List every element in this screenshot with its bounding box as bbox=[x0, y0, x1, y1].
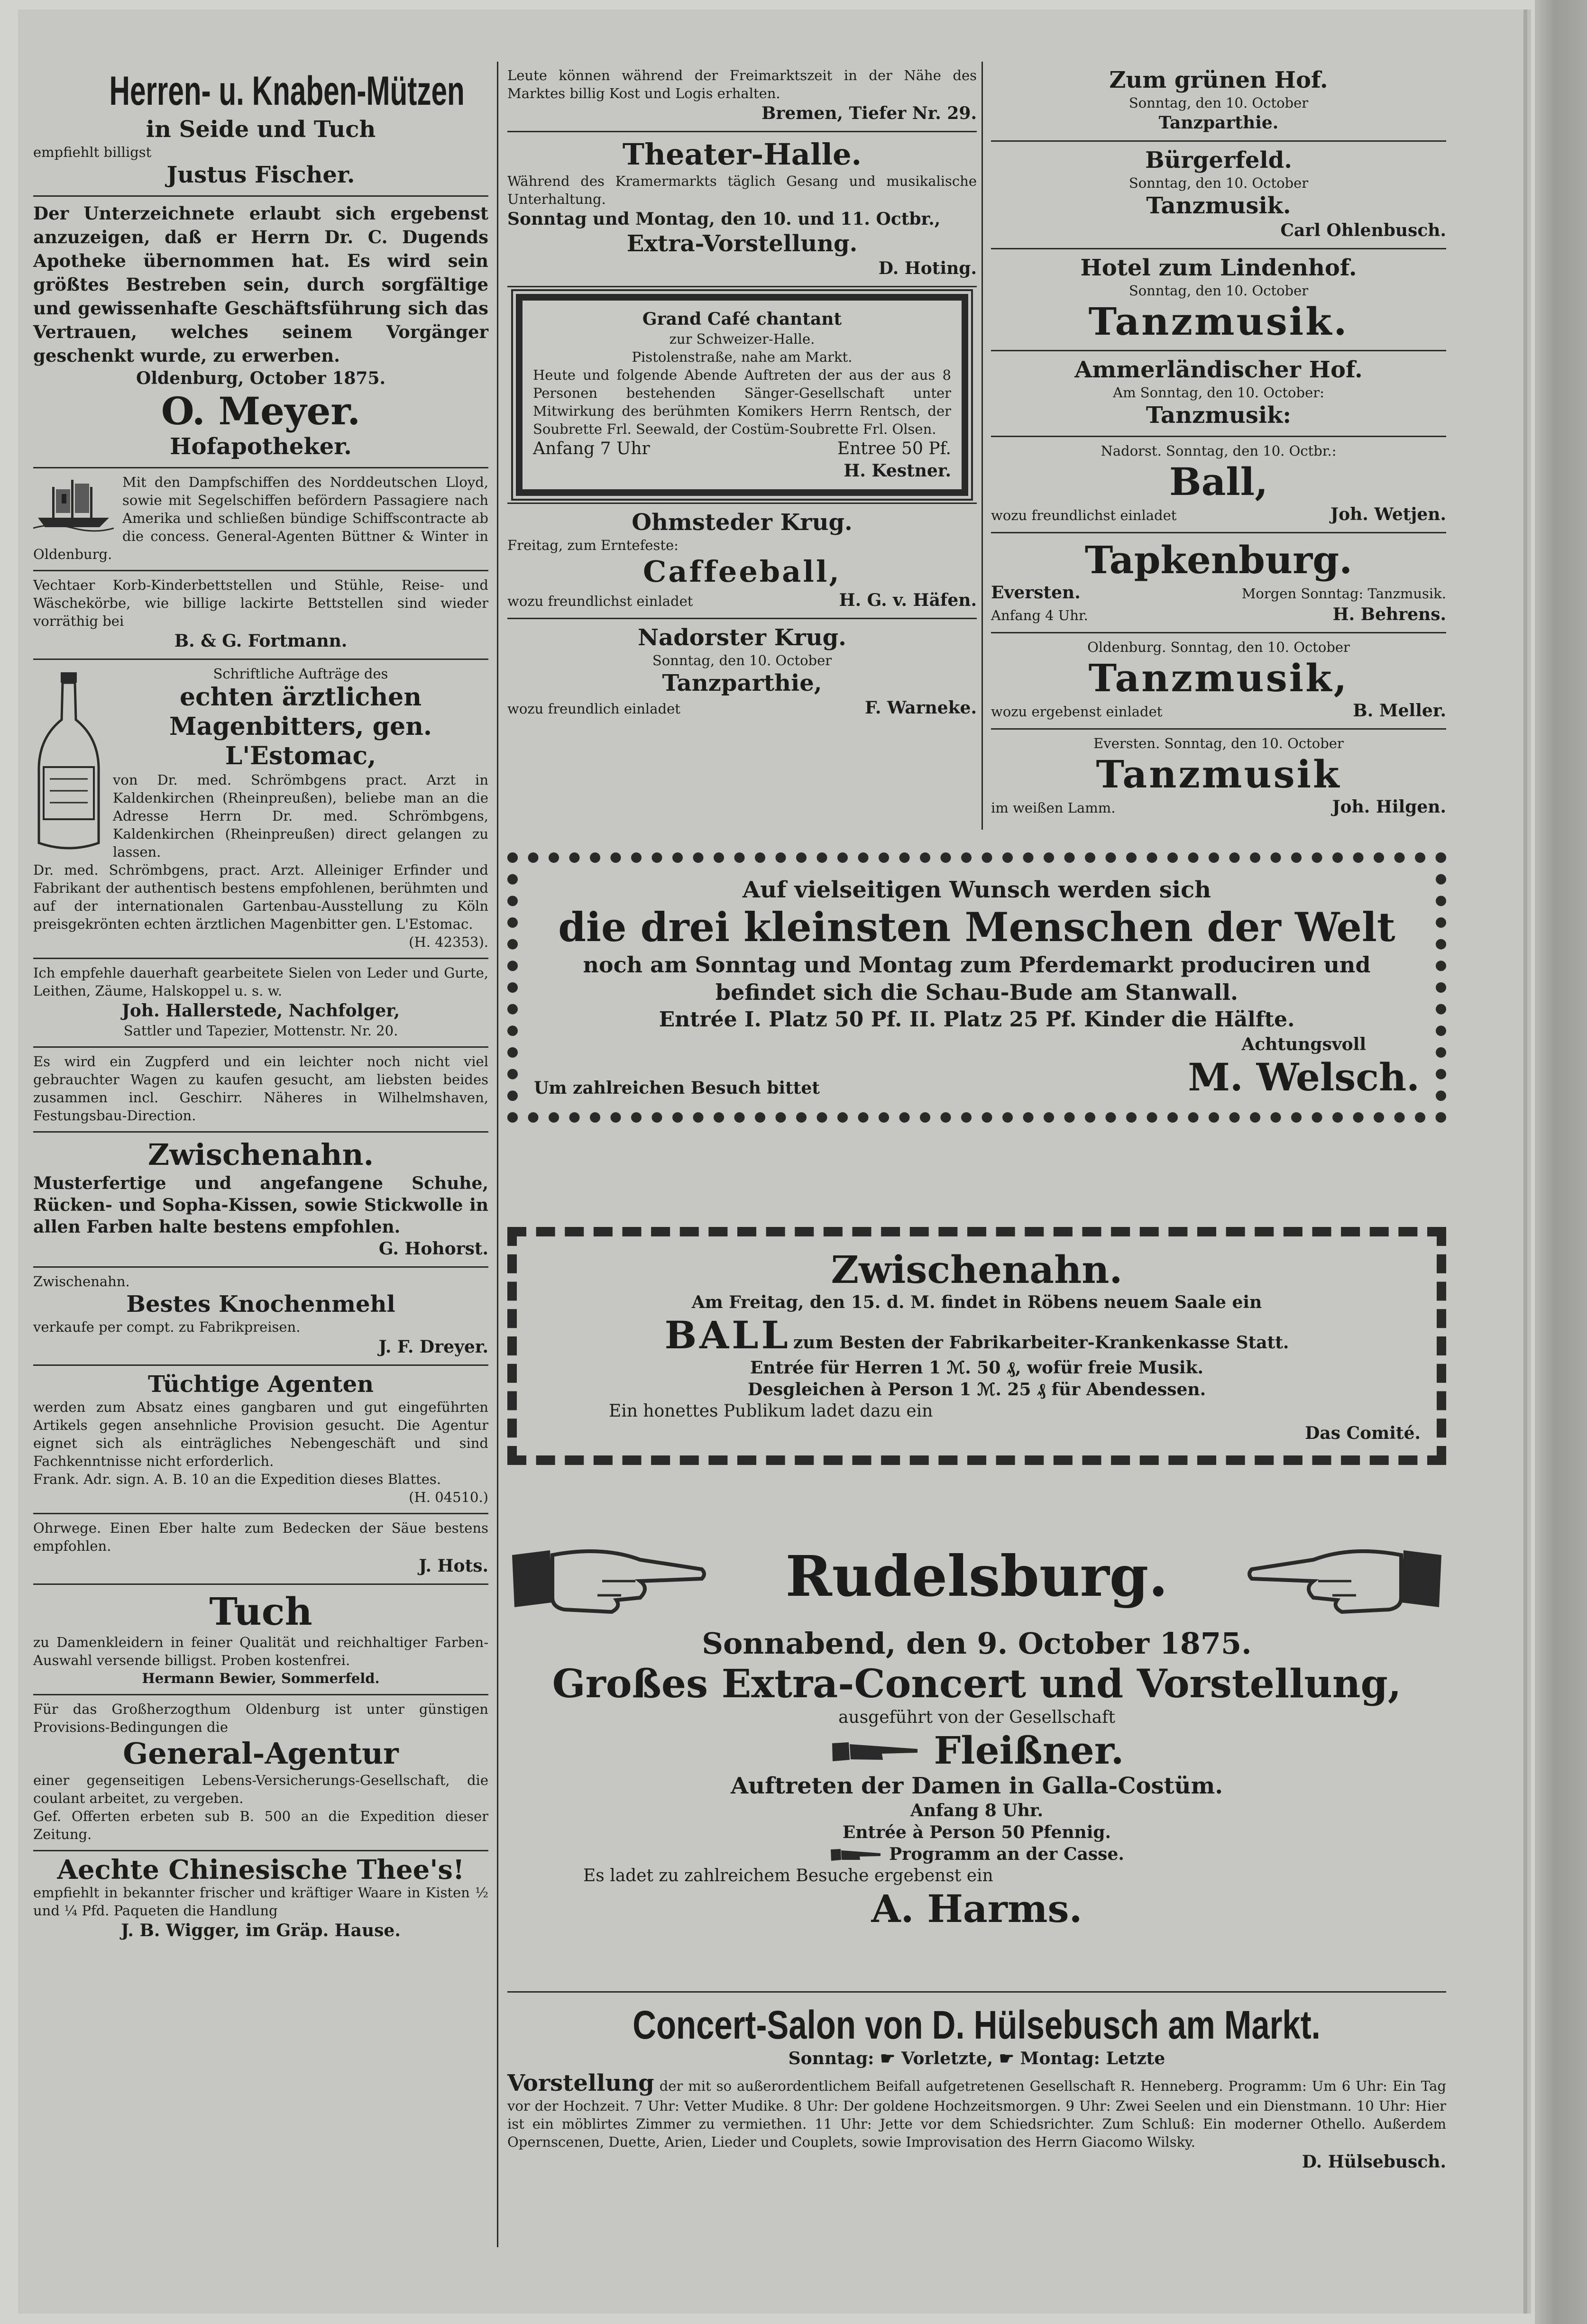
ad-advertiser: G. Hohorst. bbox=[378, 1239, 488, 1259]
ad-text: Sattler und Tapezier, Mottenstr. Nr. 20. bbox=[123, 1023, 398, 1039]
ad-title: Tanzmusik, bbox=[1088, 656, 1349, 700]
ad-lindenhof bbox=[991, 249, 1446, 351]
ad-muetzen bbox=[33, 62, 488, 197]
ad-kost-logis bbox=[507, 62, 977, 132]
ad-advertiser: Das Comité. bbox=[1305, 1423, 1421, 1443]
ad-advertiser: O. Meyer. bbox=[161, 389, 361, 433]
ad-advertiser: B. & G. Fortmann. bbox=[174, 631, 348, 651]
pointing-hand-icon bbox=[830, 1734, 920, 1767]
ad-advertiser: B. Meller. bbox=[1353, 701, 1446, 721]
ad-title: Tanzmusik. bbox=[1088, 299, 1349, 344]
ad-advertiser: D. Hoting. bbox=[878, 258, 977, 278]
ad-title: Herren- u. Knaben-Mützen bbox=[109, 68, 465, 114]
ad-text: Gef. Offerten erbeten sub B. 500 an die Expedition dieser Zeitung. bbox=[33, 1808, 488, 1842]
ad-subtitle: in Seide und Tuch bbox=[146, 116, 376, 143]
ad-advertiser: H. G. v. Häfen. bbox=[839, 590, 977, 610]
ad-text: Montag: Letzte bbox=[1020, 2049, 1165, 2068]
ad-text: Morgen Sonntag: Tanzmusik. bbox=[1241, 586, 1446, 602]
ad-entry-price: Entrée I. Platz 50 Pf. II. Platz 25 Pf. Kinder die Hälfte. bbox=[659, 1007, 1295, 1032]
ad-title: Tanzparthie. bbox=[1158, 113, 1279, 133]
ad-tapkenburg bbox=[991, 533, 1446, 633]
column-right bbox=[991, 62, 1446, 824]
ad-text: Nadorst. Sonntag, den 10. Octbr.: bbox=[1101, 443, 1337, 459]
ad-text: Sonntag, den 10. October bbox=[1128, 283, 1309, 299]
ad-text: noch am Sonntag und Montag zum Pferdemarkt produciren und befindet sich die Schau-Bude am Stanwall. bbox=[583, 952, 1371, 1005]
ad-theater-halle bbox=[507, 132, 977, 287]
ad-text: Vechtaer Korb-Kinderbettstellen und Stühle, Reise- und Wäschekörbe, wie billige lackirte Bettstellen sind wieder vorräthig bei bbox=[33, 577, 488, 629]
ad-start-time: Anfang 7 Uhr bbox=[533, 439, 650, 458]
ad-title: Großes Extra-Concert und Vorstellung, bbox=[552, 1661, 1402, 1707]
ad-rudelsburg bbox=[507, 1527, 1446, 1931]
ad-text: werden zum Absatz eines gangbaren und gut eingeführten Artikels gegen ansehnliche Provision gesucht. Die Agentur eignet sich als einträgliches Nebengeschäft und sind Fachkenntnisse nicht erforderlich. bbox=[33, 1399, 488, 1469]
ad-eber bbox=[33, 1514, 488, 1585]
ad-invite: im weißen Lamm. bbox=[991, 800, 1116, 816]
ad-start-time: Anfang 8 Uhr. bbox=[910, 1801, 1044, 1821]
ad-title: Tanzparthie, bbox=[662, 670, 822, 696]
pointing-hand-icon bbox=[829, 1845, 881, 1864]
ad-text: Für das Großherzogthum Oldenburg ist unter günstigen Provisions-Bedingungen die bbox=[33, 1701, 488, 1735]
ad-gruener-hof bbox=[991, 62, 1446, 142]
ad-advertiser: D. Hülsebusch. bbox=[1302, 2152, 1446, 2172]
bottle-icon bbox=[33, 668, 104, 852]
ad-text: Oldenburg. Sonntag, den 10. October bbox=[1087, 639, 1350, 655]
ad-nadorster-krug bbox=[507, 619, 977, 725]
ad-korbwaren bbox=[33, 571, 488, 660]
ad-advertiser: Joh. Hallerstede, Nachfolger, bbox=[121, 1001, 400, 1021]
ad-advertiser: M. Welsch. bbox=[1188, 1055, 1420, 1099]
ad-title: Rudelsburg. bbox=[785, 1543, 1168, 1609]
ad-text: Dr. med. Schrömbgens, pract. Arzt. Alleiniger Erfinder und Fabrikant der authentisch bestens empfohlenen, berühmten und auf der internationalen Gartenbau-Ausstellung zu Köln preisgekrönten echten ärztlichen Magenbitter gen. L'Estomac. bbox=[33, 862, 488, 932]
column-left bbox=[33, 62, 488, 1948]
ad-text: verkaufe per compt. zu Fabrikpreisen. bbox=[33, 1319, 301, 1335]
ad-text: Es ladet zu zahlreichem Besuche ergebenst ein bbox=[583, 1866, 993, 1885]
ad-title: Zum grünen Hof. bbox=[1109, 67, 1328, 93]
ad-text: Heute und folgende Abende Auftreten der aus der aus 8 Personen bestehenden Sänger-Gesellschaft unter Mitwirkung des berühmten Komikers Herrn Rentsch, der Soubrette Frl. Seewald, der Costüm-Soubrette Frl. Olsen. bbox=[533, 367, 951, 437]
ad-text: Um zahlreichen Besuch bittet bbox=[534, 1078, 820, 1098]
ad-title: Extra-Vorstellung. bbox=[626, 230, 858, 257]
ad-title: Hotel zum Lindenhof. bbox=[1080, 255, 1357, 281]
ad-text: Sonntag: bbox=[788, 2049, 874, 2068]
ad-role: Hofapotheker. bbox=[170, 433, 352, 460]
ad-reference: (H. 42353). bbox=[409, 934, 488, 950]
ad-text: Ohrwege. Einen Eber halte zum Bedecken der Säue bestens empfohlen. bbox=[33, 1520, 488, 1554]
pointing-hand-left-icon bbox=[1247, 1527, 1446, 1626]
ad-text: Ein honettes Publikum ladet dazu ein bbox=[609, 1401, 933, 1421]
ad-invite: wozu ergebenst einladet bbox=[991, 704, 1163, 720]
ad-text: ausgeführt von der Gesellschaft bbox=[838, 1708, 1115, 1727]
ad-title: Concert-Salon von D. Hülsebusch am Markt. bbox=[633, 2003, 1321, 2047]
ad-invite: wozu freundlichst einladet bbox=[507, 593, 693, 609]
ad-title: General-Agentur bbox=[123, 1736, 399, 1771]
pointing-hand-icon: ☛ bbox=[880, 2049, 896, 2068]
ad-reference: (H. 04510.) bbox=[409, 1489, 488, 1505]
ad-text: empfiehlt in bekannter frischer und kräftiger Waare in Kisten ½ und ¼ Pfd. Paqueten die Handlung bbox=[33, 1885, 488, 1919]
ad-text: Achtungsvoll bbox=[1241, 1034, 1367, 1054]
ad-text: Vorletzte, bbox=[901, 2049, 993, 2068]
ad-advertiser: J. Hots. bbox=[419, 1556, 488, 1576]
ad-text: Ich empfehle dauerhaft gearbeitete Sielen von Leder und Gurte, Leithen, Zäume, Halskoppel u. s. w. bbox=[33, 965, 488, 999]
ad-text: Am Freitag, den 15. d. M. findet in Röbens neuem Saale ein bbox=[691, 1292, 1262, 1312]
ad-title: Theater-Halle. bbox=[622, 137, 862, 172]
ad-place: Eversten. bbox=[991, 583, 1081, 603]
ad-ohmsteder-krug bbox=[507, 503, 977, 619]
ad-place: Oldenburg, October 1875. bbox=[136, 368, 386, 388]
ad-advertiser: Joh. Hilgen. bbox=[1332, 797, 1446, 817]
ad-text: Sonntag, den 10. October bbox=[652, 652, 832, 668]
ad-text: einer gegenseitigen Lebens-Versicherungs-Gesellschaft, die coulant arbeitet, zu vergeben. bbox=[33, 1772, 488, 1806]
ad-text: von Dr. med. Schrömbgens pract. Arzt in Kaldenkirchen (Rheinpreußen), beliebe man an die Adresse Herrn Dr. med. Schrömbgens, Kaldenkirchen (Rheinpreußen) direct gelangen zu lassen. bbox=[113, 772, 488, 860]
ad-text: Mit den Dampfschiffen des Norddeutschen Lloyd, sowie mit Segelschiffen befördern Passagiere nach Amerika und schließen bündige Schiffscontracte ab die concess. General-Agenten Büttner & Winter in Oldenburg. bbox=[33, 474, 488, 562]
pointing-hand-right-icon bbox=[507, 1527, 706, 1626]
ad-advertiser: F. Warneke. bbox=[864, 698, 977, 718]
ad-advertiser: Justus Fischer. bbox=[166, 162, 355, 188]
ad-advertiser: Joh. Wetjen. bbox=[1330, 504, 1446, 524]
page-edge bbox=[1535, 0, 1587, 2324]
ad-title: Tanzmusik: bbox=[1146, 402, 1292, 429]
ad-title: Ohmsteder Krug. bbox=[632, 509, 853, 536]
ad-advertiser: Carl Ohlenbusch. bbox=[1280, 220, 1446, 240]
ad-title: Tüchtige Agenten bbox=[147, 1371, 374, 1398]
ad-title: Tanzmusik bbox=[1096, 752, 1341, 796]
ad-title: Tuch bbox=[209, 1589, 312, 1634]
ad-title: die drei kleinsten Menschen der Welt bbox=[558, 904, 1395, 951]
column-divider bbox=[497, 62, 498, 830]
ad-text: zu Damenkleidern in feiner Qualität und reichhaltiger Farben-Auswahl versende billigst. Proben kostenfrei. bbox=[33, 1634, 488, 1668]
ad-tuch bbox=[33, 1585, 488, 1695]
ad-apotheke bbox=[33, 197, 488, 468]
ad-address: Pistolenstraße, nahe am Markt. bbox=[632, 349, 853, 365]
ad-zugpferd bbox=[33, 1048, 488, 1133]
ad-eversten-tanzmusik bbox=[991, 730, 1446, 824]
ad-text: Es wird ein Zugpferd und ein leichter noch nicht viel gebrauchter Wagen zu kaufen gesucht, am liebsten beides zusammen incl. Geschirr. Näheres in Wilhelmshaven, Festungsbau-Direction. bbox=[33, 1053, 488, 1124]
ad-title: BALL bbox=[664, 1313, 791, 1357]
ad-text: der mit so außerordentlichem Beifall aufgetretenen Gesellschaft R. Henneberg. Programm: Um 6 Uhr: Ein Tag vor der Hochzeit. 7 Uhr: Vetter Mudike. 8 Uhr: Der goldene Hochzeitsmorgen. 9 Uhr: Zwei Seelen und ein Dienstmann. 10 Uhr: Hier ist ein möblirtes Zimmer zu vermiethen. 11 Uhr: Jette vor dem Schiedsrichter. Zum Schluß: Ein moderner Othello. Außerdem Opernscenen, Duette, Arien, Lieder und Couplets, sowie Improvisation des Herrn Giacomo Wilsky. bbox=[507, 2078, 1446, 2150]
ad-zwischenahn-hohorst bbox=[33, 1133, 488, 1268]
ad-entry-price: Entrée à Person 50 Pfennig. bbox=[842, 1822, 1111, 1842]
ad-invite: wozu freundlich einladet bbox=[507, 701, 680, 717]
ad-text: Sonntag, den 10. October bbox=[1128, 95, 1309, 111]
ad-buergerfeld bbox=[991, 142, 1446, 249]
ad-text: Programm an der Casse. bbox=[889, 1844, 1124, 1864]
ad-text: Auf vielseitigen Wunsch werden sich bbox=[742, 877, 1211, 903]
ad-place: Zwischenahn. bbox=[33, 1273, 130, 1290]
ad-oldenburg-tanzmusik bbox=[991, 633, 1446, 730]
ad-advertiser: A. Harms. bbox=[871, 1886, 1082, 1931]
ad-sattler bbox=[33, 959, 488, 1048]
ad-title: Zwischenahn. bbox=[831, 1247, 1123, 1292]
ad-advertiser: Hermann Bewier, Sommerfeld. bbox=[142, 1670, 380, 1686]
column-middle bbox=[507, 62, 977, 725]
ad-title: Vorstellung bbox=[507, 2070, 654, 2096]
column-divider bbox=[497, 830, 498, 2247]
ad-text: Während des Kramermarkts täglich Gesang und musikalische Unterhaltung. bbox=[507, 173, 977, 207]
ad-concert-salon bbox=[507, 1991, 1446, 2173]
ad-text: Musterfertige und angefangene Schuhe, Rücken- und Sopha-Kissen, sowie Stickwolle in allen Farben halte bestens empfohlen. bbox=[33, 1173, 488, 1237]
ad-title: Nadorster Krug. bbox=[638, 624, 846, 651]
ad-agenten bbox=[33, 1366, 488, 1514]
ad-nadorst-ball bbox=[991, 437, 1446, 533]
column-divider bbox=[982, 62, 983, 830]
ad-troupe: Fleißner. bbox=[934, 1728, 1124, 1773]
ad-text: zum Besten der Fabrikarbeiter-Krankenkasse Statt. bbox=[793, 1333, 1289, 1353]
ad-text: Freitag, zum Erntefeste: bbox=[507, 537, 679, 553]
ad-text: Eversten. Sonntag, den 10. October bbox=[1093, 735, 1344, 751]
ship-icon bbox=[33, 475, 114, 532]
ad-text: Sonntag, den 10. October bbox=[1128, 175, 1309, 191]
ad-title: Bestes Knochenmehl bbox=[126, 1291, 395, 1318]
ad-text: Desgleichen à Person 1 ℳ. 25 ₰ für Abendessen. bbox=[747, 1380, 1206, 1400]
ad-title: Grand Café chantant bbox=[642, 309, 842, 329]
ad-text: Der Unterzeichnete erlaubt sich ergebenst anzuzeigen, daß er Herrn Dr. C. Dugends Apotheke übernommen hat. Es wird sein größtes Bestreben sein, durch sorgfältige und gewissenhafte Geschäftsführung sich das Vertrauen, welches seinem Vorgänger geschenkt wurde, zu erwerben. bbox=[33, 203, 488, 366]
ad-title: Tanzmusik. bbox=[1146, 192, 1291, 219]
ad-date: Sonnabend, den 9. October 1875. bbox=[702, 1626, 1252, 1661]
ad-title: Ammerländischer Hof. bbox=[1074, 357, 1363, 383]
ad-cafe-chantant bbox=[516, 294, 968, 496]
ad-title: Tapkenburg. bbox=[1084, 538, 1353, 582]
ad-general-agentur bbox=[33, 1695, 488, 1851]
ad-title: Caffeeball, bbox=[643, 554, 841, 589]
pointing-hand-icon: ☛ bbox=[999, 2049, 1014, 2068]
ad-text: Sonntag und Montag, den 10. und 11. Octbr., bbox=[507, 209, 941, 229]
ad-text: Leute können während der Freimarktszeit in der Nähe des Marktes billig Kost und Logis erhalten. bbox=[507, 67, 977, 101]
ad-entry-price: Entree 50 Pf. bbox=[837, 439, 951, 458]
ad-text: Frank. Adr. sign. A. B. 10 an die Expedition dieses Blattes. bbox=[33, 1471, 441, 1487]
ad-zwischenahn-ball bbox=[507, 1223, 1446, 1469]
ad-place: Bremen, Tiefer Nr. 29. bbox=[761, 103, 977, 123]
ad-advertiser: H. Behrens. bbox=[1332, 604, 1446, 624]
ad-invite: wozu freundlichst einladet bbox=[991, 507, 1177, 523]
ad-subtitle: zur Schweizer-Halle. bbox=[669, 331, 815, 347]
ad-lloyd bbox=[33, 468, 488, 571]
ad-start-time: Anfang 4 Uhr. bbox=[991, 607, 1088, 623]
ad-knochenmehl bbox=[33, 1268, 488, 1366]
ad-welsch bbox=[507, 849, 1446, 1126]
ad-ammerlaendischer-hof bbox=[991, 351, 1446, 437]
ad-advertiser: J. B. Wigger, im Gräp. Hause. bbox=[121, 1921, 401, 1940]
ad-title: echten ärztlichen Magenbitters, gen. L'Estomac, bbox=[169, 683, 432, 770]
ad-title: Aechte Chinesische Thee's! bbox=[57, 1854, 465, 1885]
ad-text: Entrée für Herren 1 ℳ. 50 ₰, wofür freie Musik. bbox=[750, 1358, 1204, 1378]
ad-title: Ball, bbox=[1169, 459, 1268, 504]
ad-title: Bürgerfeld. bbox=[1145, 147, 1292, 174]
ad-text: Auftreten der Damen in Galla-Costüm. bbox=[730, 1773, 1223, 1799]
ad-text: empfiehlt billigst bbox=[33, 144, 152, 160]
ad-thee bbox=[33, 1851, 488, 1948]
ad-text: Am Sonntag, den 10. October: bbox=[1113, 384, 1324, 401]
ad-text: Schriftliche Aufträge des bbox=[213, 666, 388, 682]
ad-title: Zwischenahn. bbox=[147, 1137, 374, 1172]
ad-magenbitter bbox=[33, 660, 488, 959]
ad-advertiser: J. F. Dreyer. bbox=[378, 1337, 488, 1357]
ad-advertiser: H. Kestner. bbox=[844, 461, 951, 481]
